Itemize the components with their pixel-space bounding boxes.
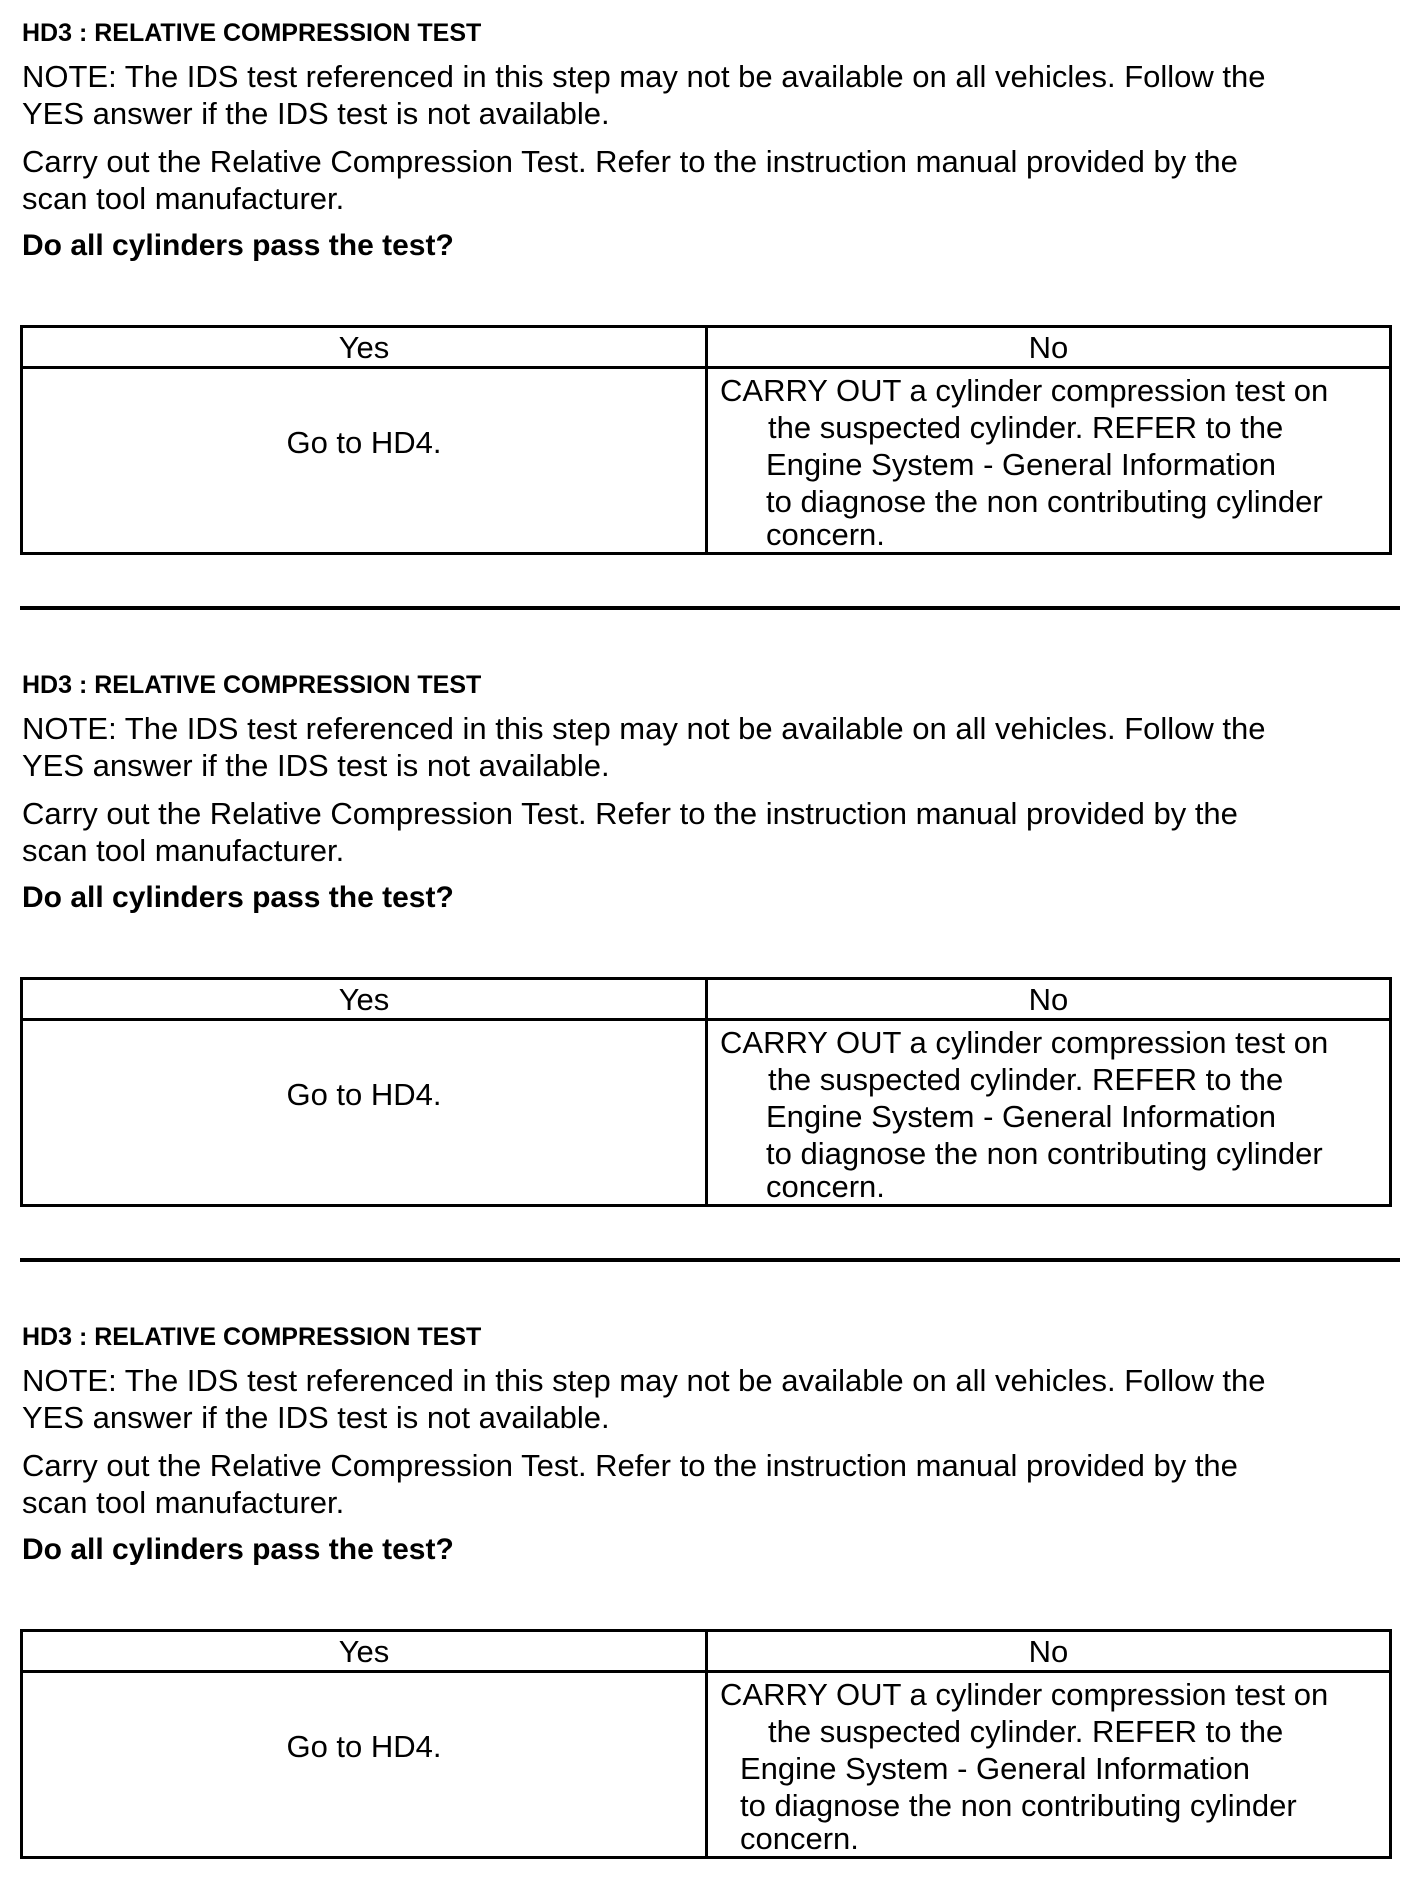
instruction-paragraph [22,795,1392,869]
no-action-line: CARRY OUT a cylinder compression test on [720,1025,1329,1060]
no-action-line: concern. [740,1821,859,1856]
step-heading: HD3 : RELATIVE COMPRESSION TEST [22,1323,482,1351]
no-action-line: the suspected cylinder. REFER to the [768,1062,1284,1097]
note-line: YES answer if the IDS test is not available. [22,748,610,783]
step-heading: HD3 : RELATIVE COMPRESSION TEST [22,19,482,47]
no-action-line: concern. [766,517,885,552]
no-action-line: the suspected cylinder. REFER to the [768,1714,1284,1749]
step-question: Do all cylinders pass the test? [22,1533,454,1566]
yes-action-cell: Go to HD4. [286,1729,442,1764]
no-column-header: No [1028,1634,1069,1669]
header-divider [23,1018,1389,1021]
no-action-cell [720,1024,1329,1204]
note-paragraph [22,710,1392,784]
yes-action-cell: Go to HD4. [286,425,442,460]
yes-action-cell: Go to HD4. [286,1077,442,1112]
yes-no-table [20,977,1392,1207]
instruction-paragraph [22,1447,1392,1521]
yes-column-header: Yes [338,330,390,365]
no-action-line: to diagnose the non contributing cylinder [740,1788,1297,1823]
yes-no-table [20,325,1392,555]
step-heading: HD3 : RELATIVE COMPRESSION TEST [22,671,482,699]
instruction-paragraph [22,143,1392,217]
note-line: NOTE: The IDS test referenced in this step may not be available on all vehicles. Follow the [22,711,1266,746]
step-question: Do all cylinders pass the test? [22,881,454,914]
no-action-cell [720,372,1329,552]
no-action-line: Engine System - General Information [766,447,1277,482]
no-column-header: No [1028,330,1069,365]
no-action-line: CARRY OUT a cylinder compression test on [720,373,1329,408]
header-divider [23,366,1389,369]
instruction-line: scan tool manufacturer. [22,1485,345,1520]
instruction-line: scan tool manufacturer. [22,181,345,216]
yes-column-header: Yes [338,982,390,1017]
note-line: YES answer if the IDS test is not available. [22,96,610,131]
note-line: YES answer if the IDS test is not available. [22,1400,610,1435]
no-action-line: Engine System - General Information [766,1099,1277,1134]
no-action-line: concern. [766,1169,885,1204]
instruction-line: Carry out the Relative Compression Test. Refer to the instruction manual provided by the [22,796,1238,831]
instruction-line: Carry out the Relative Compression Test. Refer to the instruction manual provided by the [22,144,1238,179]
note-line: NOTE: The IDS test referenced in this step may not be available on all vehicles. Follow the [22,1363,1266,1398]
no-action-line: CARRY OUT a cylinder compression test on [720,1677,1329,1712]
instruction-line: Carry out the Relative Compression Test. Refer to the instruction manual provided by the [22,1448,1238,1483]
yes-no-table [20,1629,1392,1859]
section-divider [20,1258,1400,1262]
instruction-line: scan tool manufacturer. [22,833,345,868]
note-paragraph [22,1362,1392,1436]
no-action-line: Engine System - General Information [740,1751,1251,1786]
no-action-line: to diagnose the non contributing cylinder [766,484,1323,519]
section-divider [20,606,1400,610]
header-divider [23,1670,1389,1673]
yes-column-header: Yes [338,1634,390,1669]
no-action-cell [720,1676,1329,1856]
note-line: NOTE: The IDS test referenced in this step may not be available on all vehicles. Follow the [22,59,1266,94]
no-action-line: the suspected cylinder. REFER to the [768,410,1284,445]
no-action-line: to diagnose the non contributing cylinder [766,1136,1323,1171]
step-question: Do all cylinders pass the test? [22,229,454,262]
no-column-header: No [1028,982,1069,1017]
note-paragraph [22,58,1392,132]
